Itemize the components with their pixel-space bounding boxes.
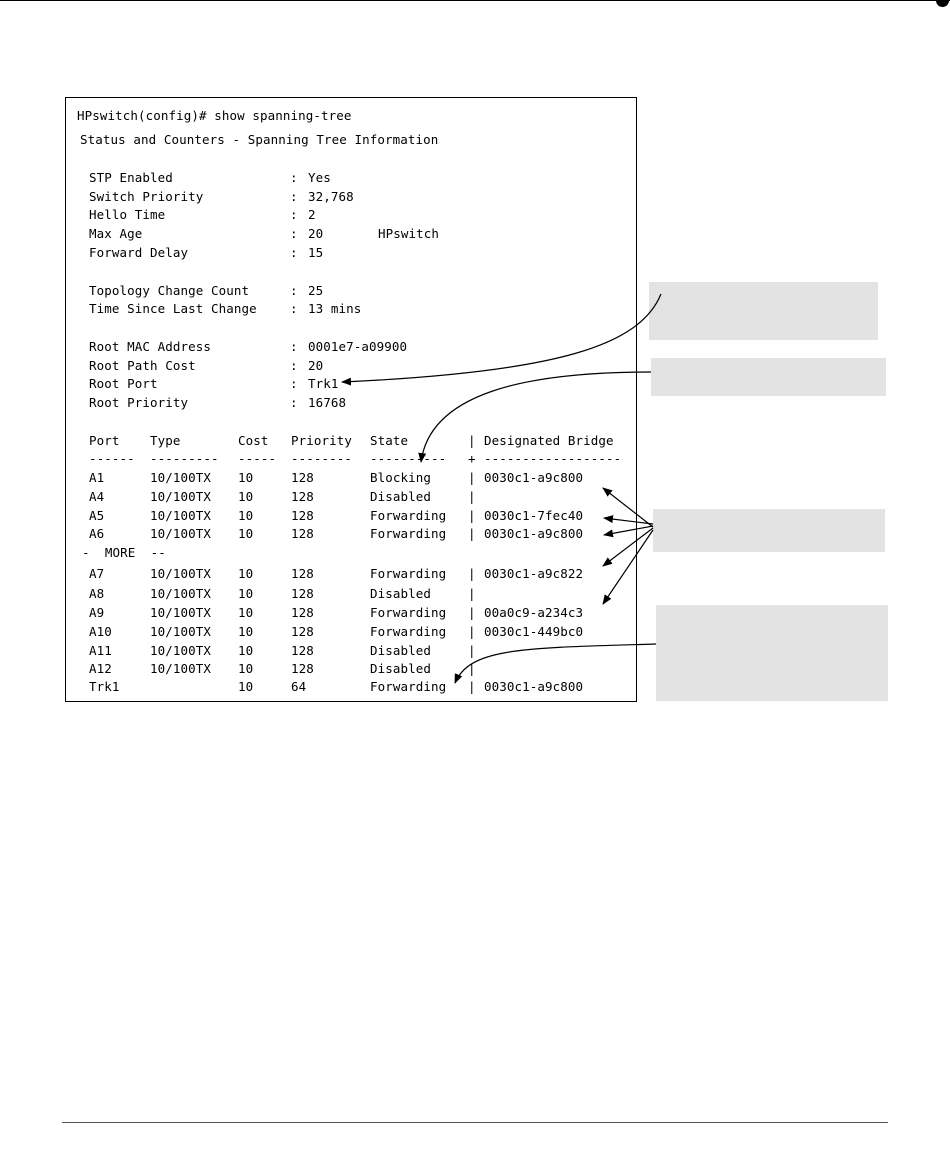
state-cell: Forwarding (370, 526, 447, 541)
port-cell: A11 (89, 643, 112, 658)
separator-cell: | (468, 624, 476, 639)
priority-cell: 128 (291, 508, 314, 523)
more-prompt: - MORE -- (82, 545, 166, 560)
priority-cell: 128 (291, 470, 314, 485)
field-colon: : (290, 245, 298, 260)
arrow-trk1-state (455, 644, 656, 683)
field-colon: : (290, 226, 298, 241)
state-cell: Forwarding (370, 605, 447, 620)
designated-bridge-cell: 0030c1-a9c822 (484, 566, 584, 581)
field-label: Root Port (89, 376, 158, 391)
field-colon: : (290, 283, 298, 298)
priority-cell: 128 (291, 605, 314, 620)
cost-cell: 10 (238, 643, 254, 658)
type-cell: 10/100TX (150, 470, 212, 485)
field-label: Switch Priority (89, 189, 204, 204)
cost-cell: 10 (238, 526, 254, 541)
port-cell: A6 (89, 526, 105, 541)
state-cell: Disabled (370, 489, 432, 504)
port-cell: A7 (89, 566, 105, 581)
column-header: Cost (238, 433, 269, 448)
designated-bridge-cell: 0030c1-7fec40 (484, 508, 584, 523)
field-value: 20 (308, 358, 324, 373)
field-value: 25 (308, 283, 324, 298)
separator-cell: | (468, 605, 476, 620)
cost-cell: 10 (238, 470, 254, 485)
separator-cell: | (468, 508, 476, 523)
section-header: Status and Counters - Spanning Tree Information (80, 132, 439, 147)
priority-cell: 128 (291, 526, 314, 541)
designated-bridge-cell: 00a0c9-a234c3 (484, 605, 584, 620)
column-divider: + (468, 451, 476, 466)
field-value: 2 (308, 207, 316, 222)
port-cell: A9 (89, 605, 105, 620)
state-cell: Forwarding (370, 508, 447, 523)
type-cell: 10/100TX (150, 624, 212, 639)
separator-cell: | (468, 470, 476, 485)
command-prompt: HPswitch(config)# show spanning-tree (77, 108, 352, 123)
field-label: STP Enabled (89, 170, 173, 185)
separator-cell: | (468, 489, 476, 504)
type-cell: 10/100TX (150, 586, 212, 601)
arrow-bridge-a9 (603, 530, 653, 604)
priority-cell: 128 (291, 586, 314, 601)
field-colon: : (290, 301, 298, 316)
field-value: 15 (308, 245, 324, 260)
field-value: 20 (308, 226, 324, 241)
port-cell: Trk1 (89, 679, 120, 694)
field-label: Root Priority (89, 395, 189, 410)
column-header: Priority (291, 433, 353, 448)
type-cell: 10/100TX (150, 508, 212, 523)
separator-cell: | (468, 643, 476, 658)
separator-cell: | (468, 661, 476, 676)
bottom-rule (62, 1122, 888, 1123)
field-value: 0001e7-a09900 (308, 339, 408, 354)
type-cell: 10/100TX (150, 566, 212, 581)
designated-bridge-cell: 0030c1-a9c800 (484, 679, 584, 694)
type-cell: 10/100TX (150, 643, 212, 658)
state-cell: Disabled (370, 643, 432, 658)
field-value: 32,768 (308, 189, 354, 204)
column-divider: ------ (89, 451, 135, 466)
cost-cell: 10 (238, 566, 254, 581)
field-label: Root MAC Address (89, 339, 212, 354)
priority-cell: 128 (291, 643, 314, 658)
column-header: | (468, 433, 476, 448)
column-divider: ---------- (370, 451, 447, 466)
priority-cell: 128 (291, 566, 314, 581)
arrow-blocking-state (421, 372, 651, 462)
column-header: Port (89, 433, 120, 448)
type-cell: 10/100TX (150, 605, 212, 620)
field-label: Root Path Cost (89, 358, 196, 373)
port-cell: A8 (89, 586, 105, 601)
priority-cell: 128 (291, 489, 314, 504)
field-value: 13 mins (308, 301, 362, 316)
designated-bridge-cell: 0030c1-449bc0 (484, 624, 584, 639)
field-value: Yes (308, 170, 331, 185)
field-label: Forward Delay (89, 245, 189, 260)
column-divider: ----- (238, 451, 277, 466)
field-value: Trk1 (308, 376, 339, 391)
field-label: Time Since Last Change (89, 301, 257, 316)
column-divider: --------- (150, 451, 219, 466)
cost-cell: 10 (238, 489, 254, 504)
field-colon: : (290, 207, 298, 222)
port-cell: A4 (89, 489, 105, 504)
state-cell: Blocking (370, 470, 432, 485)
state-cell: Disabled (370, 661, 432, 676)
field-colon: : (290, 395, 298, 410)
priority-cell: 64 (291, 679, 307, 694)
separator-cell: | (468, 679, 476, 694)
priority-cell: 128 (291, 661, 314, 676)
state-cell: Disabled (370, 586, 432, 601)
cost-cell: 10 (238, 586, 254, 601)
field-colon: : (290, 189, 298, 204)
field-label: Max Age (89, 226, 143, 241)
arrow-root-port (342, 294, 661, 382)
column-header: State (370, 433, 409, 448)
field-label: Topology Change Count (89, 283, 250, 298)
column-divider: ------------------ (484, 451, 622, 466)
port-cell: A12 (89, 661, 112, 676)
separator-cell: | (468, 566, 476, 581)
column-header: Type (150, 433, 181, 448)
cost-cell: 10 (238, 661, 254, 676)
field-colon: : (290, 170, 298, 185)
cost-cell: 10 (238, 508, 254, 523)
designated-bridge-cell: 0030c1-a9c800 (484, 470, 584, 485)
port-cell: A10 (89, 624, 112, 639)
priority-cell: 128 (291, 624, 314, 639)
type-cell: 10/100TX (150, 526, 212, 541)
type-cell: 10/100TX (150, 661, 212, 676)
overlay-hostname: HPswitch (378, 226, 440, 241)
separator-cell: | (468, 526, 476, 541)
state-cell: Forwarding (370, 679, 447, 694)
port-cell: A5 (89, 508, 105, 523)
state-cell: Forwarding (370, 624, 447, 639)
state-cell: Forwarding (370, 566, 447, 581)
field-label: Hello Time (89, 207, 166, 222)
field-colon: : (290, 339, 298, 354)
type-cell: 10/100TX (150, 489, 212, 504)
field-value: 16768 (308, 395, 347, 410)
field-colon: : (290, 358, 298, 373)
port-cell: A1 (89, 470, 105, 485)
field-colon: : (290, 376, 298, 391)
column-header: Designated Bridge (484, 433, 614, 448)
separator-cell: | (468, 586, 476, 601)
column-divider: -------- (291, 451, 353, 466)
cost-cell: 10 (238, 624, 254, 639)
cost-cell: 10 (238, 605, 254, 620)
designated-bridge-cell: 0030c1-a9c800 (484, 526, 584, 541)
cost-cell: 10 (238, 679, 254, 694)
